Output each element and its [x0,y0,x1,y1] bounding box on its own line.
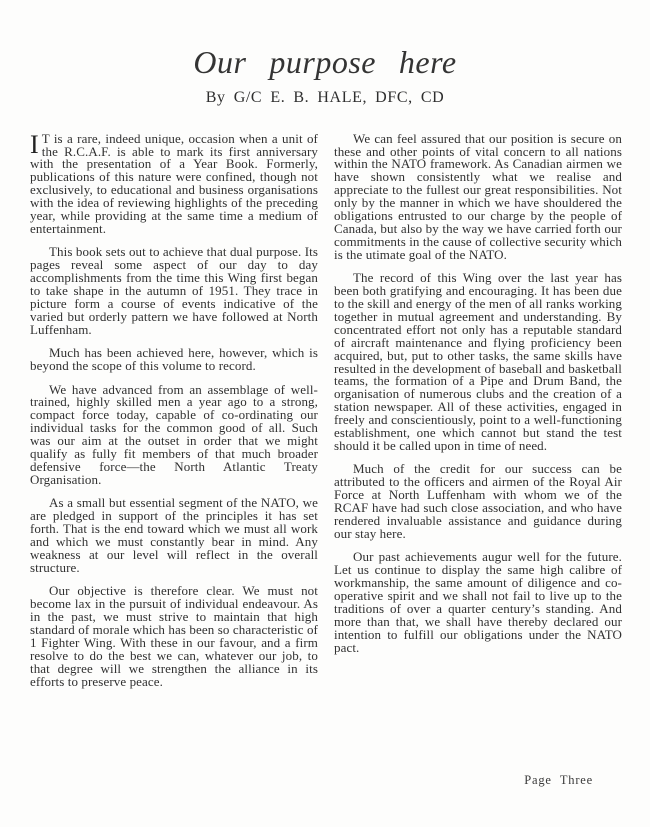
paragraph: Much of the credit for our success can be attributed to the officers and airmen of the Royal Air Force at North Luffenham with whom we of the RCAF have had such close association, and who have rendered invaluable assistance and guidance during our stay here. [334,461,622,541]
drop-cap-initial: I [30,129,39,159]
paragraph-text: T is a rare, indeed unique, occasion when a unit of the R.C.A.F. is able to mark its first anniversary with the presentation of a Year Book. Formerly, publications of this nature were confined, though not exclusively, to educational and business organisations with the idea of reviewing highlights of the preceding year, while providing at the same time a medium of entertainment. [30,130,318,236]
paragraph: The record of this Wing over the last year has been both gratifying and encouraging. It has been due to the skill and energy of the men of all ranks working together in mutual agreement and understanding. By concentrated effort not only has a reputable standard of aircraft maintenance and flying proficiency been acquired, but, put to other tasks, the same skills have resulted in the development of baseball and basketball teams, the formation of a Pipe and Drum Band, the organisation of numerous clubs and the creation of a station newspaper. All of these activities, engaged in freely and conscientiously, point to a well-functioning establishment, one which cannot but stand the test should it be called upon in time of need. [334,270,622,453]
paragraph: This book sets out to achieve that dual purpose. Its pages reveal some aspect of our day to day accomplishments from the time this Wing first began to take shape in the autumn of 1951. They trace in picture form a course of events indicative of the varied but orderly pattern we have followed at North Luffenham. [30,244,318,337]
right-column [334,130,622,699]
article-body [0,129,650,699]
left-column [30,129,318,699]
paragraph: Our past achievements augur well for the future. Let us continue to display the same high calibre of workmanship, the same amount of diligence and co-operative spirit and we shall not fail to live up to the traditions of over a quarter century’s standing. And more than that, we shall have thereby declared our intention to fulfill our obligations under the NATO pact. [334,549,622,655]
article-byline: By G/C E. B. HALE, DFC, CD [205,88,445,106]
paragraph [30,129,318,236]
paragraph: As a small but essential segment of the NATO, we are pledged in support of the principles it has set forth. That is the end toward which we must all work and which we must constantly bear in mind. Any weakness at our level will reflect in the overall structure. [30,495,318,575]
page-number: Page Three [524,773,593,787]
paragraph: We have advanced from an assemblage of well-trained, highly skilled men a year ago to a strong, compact force today, capable of co-ordinating our individual tasks for the common good of all. Such was our aim at the outset in order that we might qualify as fully fit members of that much broader defensive force—the North Atlantic Treaty Organisation. [30,381,318,487]
paragraph: Much has been achieved here, however, which is beyond the scope of this volume to record. [30,345,318,374]
paragraph: Our objective is therefore clear. We must not become lax in the pursuit of individual endeavour. As in the past, we must strive to maintain that high standard of morale which has been so characteristic of 1 Fighter Wing. With these in our favour, and a firm resolve to do the best we can, whatever our job, to that degree will we strengthen the alliance in its efforts to preserve peace. [30,583,318,689]
article-header [0,0,650,107]
paragraph: We can feel assured that our position is secure on these and other points of vital concern to all nations within the NATO framework. As Canadian airmen we have shown consistently what we realise and appreciate to the fullest our great responsibilities. Not only by the manner in which we have shouldered the obligations entrusted to our charge by the people of Canada, but also by the way we have carried forth our commitments in the cause of collective security which is the utimate goal of the NATO. [334,130,622,262]
article-title: Our purpose here [193,44,457,80]
